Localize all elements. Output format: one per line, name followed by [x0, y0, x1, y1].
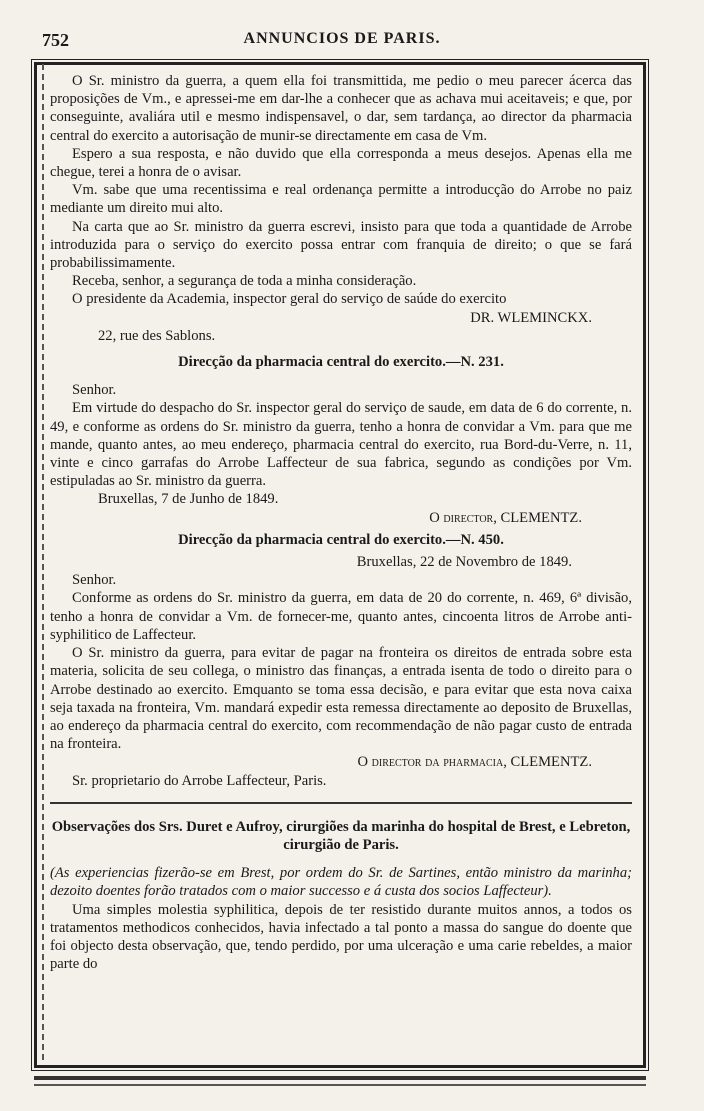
signature: DR. WLEMINCKX. [470, 309, 592, 326]
paragraph: O presidente da Academia, inspector geral do serviço de saúde do exercito [72, 291, 507, 308]
paragraph: O Sr. ministro da guerra, para evitar de pagar na fronteira os direitos de entrada sobre esta materia, solicita de seu collega, o ministro das finanças, a entrada isenta de todo o direito para o Arrobe destinado ao exercito. Emquanto se toma essa decisão, e para evitar que esta nova caixa seja taxada na fronteira, Vm. mandará expedir esta remessa directamente ao deposito de Bruxellas, ao endereço da pharmacia central do exercito, com recommendação de não pagar custo de entrada na fronteira. [50, 645, 632, 753]
addressee: Sr. proprietario do Arrobe Laffecteur, Paris. [72, 772, 327, 789]
running-title: ANNUNCIOS DE PARIS. [243, 30, 441, 47]
letter-wleminckx [50, 72, 632, 345]
paragraph: Uma simples molestia syphilitica, depois de ter resistido durante muitos annos, a todos os tratamentos methodicos conhecidos, havia infectado a tal ponto a massa do sangue do doente que foi objecto desta observação, que, tendo perdido, por uma ulceração e uma carie rebeldes, a maior parte do [50, 901, 632, 973]
paragraph: Espero a sua resposta, e não duvido que ella corresponda a meus desejos. Apenas ella me chegue, terei a honra de o avisar. [50, 145, 632, 181]
salutation: Senhor. [72, 382, 117, 399]
left-border-ornament [42, 64, 44, 1064]
paragraph: Vm. sabe que uma recentissima e real ordenança permitte a introducção do Arrobe no paiz mediante um direito mui alto. [50, 182, 632, 217]
observations [50, 818, 632, 974]
paragraph: Na carta que ao Sr. ministro da guerra escrevi, insisto para que toda a quantidade de Arrobe introduzida para o serviço do exercito possa entrar com franquia de direito; o que se fará probabilissimamente. [50, 218, 632, 272]
letter-heading: Direcção da pharmacia central do exercito.—N. 450. [178, 531, 504, 548]
address: 22, rue des Sablons. [98, 327, 216, 344]
salutation: Senhor. [72, 572, 117, 589]
page-header [30, 30, 654, 52]
paragraph: Em virtude do despacho do Sr. inspector geral do serviço de saude, em data de 6 do corrente, n. 49, e conforme as ordens do Sr. ministro da guerra, tenho a honra de convidar a Vm. para que me mande, quanto antes, ao meu endereço, pharmacia central do exercito, rua Bord-du-Verre, n. 11, vinte e cinco garrafas do Arrobe Laffecteur de sua fabrica, segundo as condições por Vm. estipuladas ao Sr. ministro da guerra. [50, 400, 632, 490]
letter-heading: Direcção da pharmacia central do exercito.—N. 231. [178, 354, 504, 371]
observations-note: (As experiencias fizerão-se em Brest, por ordem do Sr. de Sartines, então ministro da marinha; dezoito doentes forão tratados com o maior successo e á custa dos socios Laffecteur). [50, 865, 632, 900]
paragraph: Receba, senhor, a segurança de toda a minha consideração. [72, 273, 417, 290]
section-divider [50, 802, 632, 804]
signature: O director da pharmacia, CLEMENTZ. [357, 754, 592, 771]
page-number: 752 [42, 30, 69, 50]
place-date: Bruxellas, 7 de Junho de 1849. [98, 491, 279, 508]
bottom-rule [34, 1076, 646, 1080]
letter-231 [50, 353, 632, 527]
observations-title: Observações dos Srs. Duret e Aufroy, cirurgiões da marinha do hospital de Brest, e Lebreton, cirurgião de Paris. [51, 818, 631, 853]
signature: O director, CLEMENTZ. [429, 509, 582, 526]
bottom-rule-thin [34, 1084, 646, 1086]
paragraph: Conforme as ordens do Sr. ministro da guerra, em data de 20 do corrente, n. 469, 6ª divisão, tenho a honra de convidar a Vm. de fornecer-me, quanto antes, cincoenta litros de Arrobe anti-syphilitico de Laffecteur. [50, 590, 632, 643]
paragraph: O Sr. ministro da guerra, a quem ella foi transmittida, me pedio o meu parecer ácerca das proposições de Vm., e apressei-me em dar-lhe a conhecer que as achava mui aceitaveis; e que, por conseguinte, avaliára util e mesmo indispensavel, o dar, sem tardança, ao director da pharmacia central do exercito a autorisação de munir-se directamente em casa de Vm. [50, 73, 632, 144]
letter-450 [50, 531, 632, 790]
place-date: Bruxellas, 22 de Novembro de 1849. [356, 554, 572, 571]
main-content [50, 72, 632, 973]
